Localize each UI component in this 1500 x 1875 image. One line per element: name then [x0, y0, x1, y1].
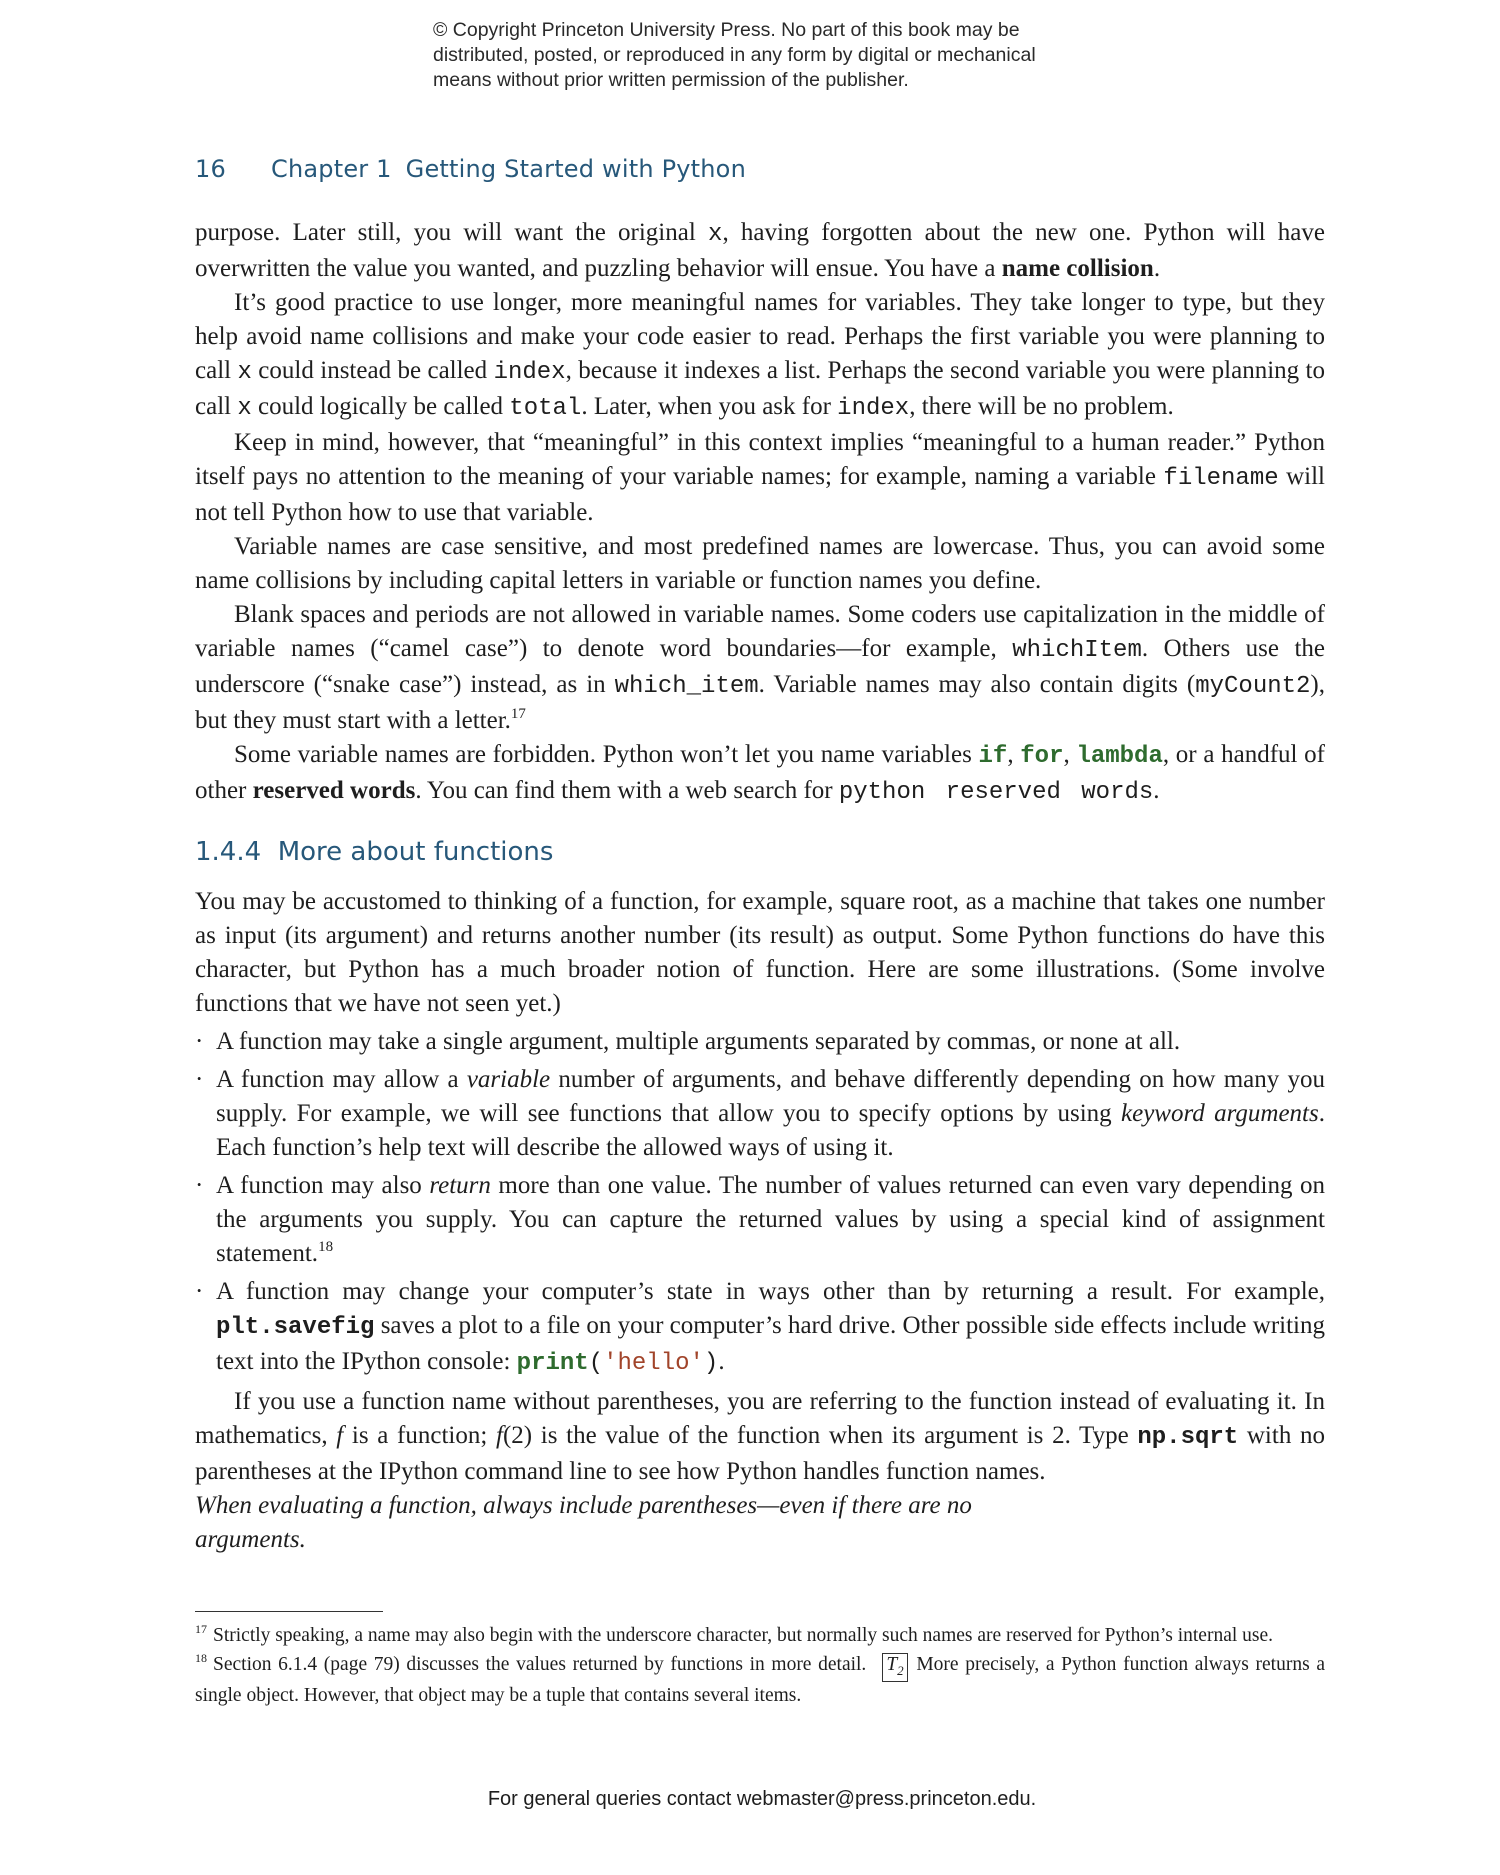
inline-code: which_item [614, 673, 759, 700]
keyword-code: if [978, 743, 1008, 770]
section-heading [195, 835, 1325, 869]
keyword-code: for [1020, 743, 1064, 770]
inline-code: x [708, 221, 723, 248]
math-symbol: f [336, 1422, 344, 1449]
inline-code: ) [703, 1350, 719, 1377]
inline-code: myCount2 [1195, 673, 1311, 700]
chapter-title: Getting Started with Python [405, 155, 746, 183]
badge-subscript: 2 [897, 1662, 904, 1678]
math-text: (2) [502, 1422, 533, 1449]
page-body [195, 216, 1325, 1557]
chapter-label: Chapter 1 [271, 155, 392, 183]
keyword-code: print [516, 1350, 589, 1377]
text: number of arguments, and behave differently depending on how many you supply. For example, we will see functions that allow you to specify options by using [216, 1066, 1325, 1127]
text: A function may change your computer’s state in ways other than by returning a result. For example, [216, 1278, 1325, 1305]
text: Some variable names are forbidden. Python won’t let you name variables [234, 741, 979, 768]
text: , because it indexes a list. Perhaps the second variable you were planning to call [195, 357, 1325, 420]
callout-note: When evaluating a function, always include parentheses—even if there are no arguments. [195, 1492, 972, 1553]
page-number: 16 [195, 155, 226, 183]
text: will not tell Python how to use that variable. [195, 463, 1325, 526]
footnote [195, 1651, 1325, 1711]
inline-code: python reserved words [838, 779, 1154, 806]
bullet-list [195, 1025, 1325, 1381]
text: A function may allow a [216, 1066, 467, 1093]
inline-code: index [493, 359, 566, 386]
copyright-notice [433, 18, 1133, 93]
text: more than one value. The number of values returned can even vary depending on the arguments you supply. You can capture the returned values by using a special kind of assignment statement. [216, 1172, 1325, 1267]
inline-code: filename [1163, 465, 1279, 492]
string-code: 'hello' [603, 1350, 704, 1377]
page-footer: For general queries contact webmaster@press.princeton.edu. [487, 1788, 1037, 1810]
list-item [195, 1063, 1325, 1165]
text: Keep in mind, however, that “meaningful” in this context implies “meaningful to a human reader.” Python itself pays no attention to the meaning of your variable names; for example, naming a variable [195, 429, 1325, 490]
text: Variable names are case sensitive, and most predefined names are lowercase. Thus, you can avoid some name collisions by including capital letters in variable or function names you define. [195, 533, 1325, 594]
math-symbol: f [496, 1422, 503, 1449]
footnotes [195, 1622, 1325, 1711]
running-head [195, 155, 746, 183]
text: ), but they must start with a letter. [195, 671, 1325, 734]
text: A function may take a single argument, multiple arguments separated by commas, or none at all. [216, 1028, 1181, 1055]
footnote-divider [195, 1611, 383, 1612]
inline-code: x [237, 359, 252, 386]
inline-code: whichItem [1012, 637, 1142, 664]
text: is a function; [343, 1422, 496, 1449]
text: , [1007, 741, 1021, 768]
footnote-ref[interactable]: 17 [510, 706, 526, 722]
advanced-track-badge [882, 1653, 907, 1683]
text: saves a plot to a file on your computer’s hard drive. Other possible side effects include writing text into the IPython console: [216, 1312, 1325, 1375]
text: , [1063, 741, 1077, 768]
text: , there will be no problem. [909, 393, 1174, 420]
emphasis: variable [466, 1066, 551, 1093]
badge-letter: T [886, 1653, 898, 1675]
paragraph [195, 216, 1325, 286]
text: . Variable names may also contain digits ( [758, 671, 1196, 698]
copyright-line: © Copyright Princeton University Press. No part of this book may be [433, 19, 1020, 41]
footnote-number: 18 [195, 1650, 207, 1665]
text: could instead be called [251, 357, 494, 384]
paragraph [195, 286, 1325, 426]
text: . Later, when you ask for [581, 393, 838, 420]
inline-code: plt.savefig [216, 1314, 375, 1341]
text: . Others use the underscore (“snake case”) instead, as in [195, 635, 1325, 698]
section-number: 1.4.4 [195, 837, 262, 867]
text: purpose. Later still, you will want the original [195, 219, 709, 246]
text: could logically be called [251, 393, 510, 420]
bullet-icon: · [195, 1066, 204, 1093]
text: with no parentheses at the IPython command line to see how Python handles function names. [195, 1422, 1326, 1485]
bullet-icon: · [195, 1028, 204, 1055]
list-item [195, 1025, 1325, 1059]
paragraph [195, 530, 1325, 598]
text: A function may also [216, 1172, 430, 1199]
list-item [195, 1275, 1325, 1381]
inline-code: x [237, 395, 252, 422]
inline-code: np.sqrt [1137, 1424, 1239, 1451]
bullet-icon: · [195, 1278, 204, 1305]
text: It’s good practice to use longer, more meaningful names for variables. They take longer to type, but they help avoid name collisions and make your code easier to read. Perhaps the first variable you were planning to call [195, 289, 1325, 384]
defined-term: name collision [1001, 255, 1154, 282]
list-item [195, 1169, 1325, 1271]
bullet-icon: · [195, 1172, 204, 1199]
emphasis: keyword arguments [1121, 1100, 1319, 1127]
footnote-text: Section 6.1.4 (page 79) discusses the values returned by functions in more detail. [213, 1653, 867, 1675]
copyright-line: means without prior written permission of the publisher. [433, 69, 909, 91]
keyword-code: lambda [1076, 743, 1163, 770]
footnote-ref[interactable]: 18 [318, 1239, 334, 1255]
paragraph [195, 426, 1325, 530]
copyright-line: distributed, posted, or reproduced in any form by digital or mechanical [433, 44, 1036, 66]
footnote [195, 1622, 1325, 1651]
text: , or a handful of other [195, 741, 1325, 804]
footnote-text: Strictly speaking, a name may also begin with the underscore character, but normally such names are reserved for Python’s internal use. [213, 1625, 1274, 1646]
inline-code: ( [588, 1350, 604, 1377]
paragraph: You may be accustomed to thinking of a function, for example, square root, as a machine that takes one number as input (its argument) and returns another number (its result) as output. Some Python functions do have this character, but Python has a much broader notion of function. Here are some illustrations. (Some involve functions that we have not seen yet.) [195, 888, 1325, 1017]
text: , having forgotten about the new one. Python will have overwritten the value you wanted, and puzzling behavior will ensue. You have a [195, 219, 1325, 282]
text: . Each function’s help text will describe the allowed ways of using it. [216, 1100, 1325, 1161]
text: . [1153, 255, 1161, 282]
footnote-text: More precisely, a Python function always returns a single object. However, that object may be a tuple that contains several items. [195, 1653, 1325, 1707]
inline-code: index [837, 395, 910, 422]
inline-code: total [509, 395, 582, 422]
text: . [1153, 777, 1160, 804]
paragraph [195, 1385, 1325, 1489]
footnote-number: 17 [195, 1622, 207, 1636]
text: Blank spaces and periods are not allowed in variable names. Some coders use capitalization in the middle of variable names (“camel case”) to denote word boundaries—for example, [195, 601, 1325, 662]
defined-term: reserved words [252, 777, 416, 804]
paragraph [195, 738, 1325, 810]
emphasis: return [429, 1172, 491, 1199]
text: . [718, 1348, 725, 1375]
text: is the value of the function when its argument is 2. Type [532, 1422, 1138, 1449]
section-title: More about functions [277, 837, 554, 867]
text: . You can find them with a web search for [415, 777, 839, 804]
paragraph [195, 598, 1325, 738]
text: If you use a function name without parentheses, you are referring to the function instead of evaluating it. In mathematics, [195, 1388, 1325, 1449]
